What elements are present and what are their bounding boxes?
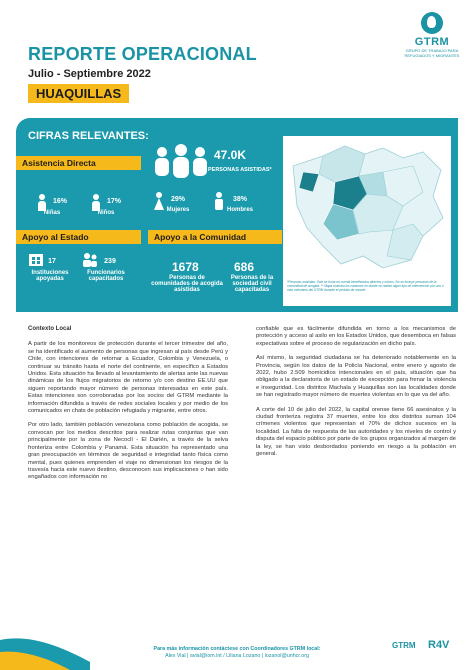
report-period: Julio - Septiembre 2022 (28, 68, 151, 80)
footer-gtrm-logo: GTRM (392, 641, 416, 650)
paragraph: Así mismo, la seguridad ciudadana se ha deteriorado notablemente en la Provincia, según los datos de la Policía Nacional, entre enero y agosto de 2022, hubo 2.509 homicidios intencionales en el país, situación que ha obligado a la declaratoria de un estado de excepción para frenar la violencia e inseguridad. Los distritos Machala y Huaquillas son las localidades donde se han registrado mayor número de muertes violentas en lo que va del año. (256, 355, 456, 399)
paragraph: confiable que es fácilmente difundida en torno a los mecanismos de protección y acceso al asilo en los Estados Unidos, que desemboca en falsas expectativas sobre el proceso de regularización en dicho país. (256, 326, 456, 347)
mujeres-label: Mujeres (166, 207, 190, 213)
intervention-map (283, 136, 451, 306)
section-title: Contexto Local (28, 326, 72, 332)
instituciones-stat: 17 (48, 258, 56, 265)
mujeres-stat: 29% (170, 196, 185, 203)
paragraph: A partir de los monitoreos de protección durante el tercer trimestre del año, se ha identificado el aumento de personas que ingresan al país desde Perú y Chile, con intenciones de retornar a Ecuador, Colombia y Venezuela, o continuar su tránsito hasta el norte del continente, en específico a Estados Unidos. Esta situación ha llevado al levantamiento de alertas ante las nuevas dinámicas de los flujos migratorios de retorno y/o con destino EE.UU que siguen reportando mayor número de personas interesadas en este país. Estas intenciones son corroboradas por los socios del GTRM mediante la información difundida a través de redes sociales locales y por medio de los comunicados en chats de población refugiada y migrante, entre otros. (28, 341, 228, 415)
paragraph: A corte del 10 de julio del 2022, la capital orense tiene 66 asesinatos y la ciudad fronteriza registra 37 muertes, entre los dos distritos suman 104 crímenes violentos que representan el 70% de dichos sucesos en la localidad. La falta de respuesta de las autoridades y los niveles de control y disputa del espacio público por parte de los grupos organizados al margen de la ley, se han visto desbordados poniendo en riesgo a la población en general. (256, 406, 456, 458)
sociedad-civil-label: Personas de la sociedad civil capacitadas (230, 275, 274, 293)
logo-subtitle: GRUPO DE TRABAJO PARA REFUGIADOS Y MIGRANTES (404, 48, 460, 58)
officials-icon (82, 252, 98, 268)
total-asistidos: 47.0K (214, 148, 247, 162)
people-group-icon (152, 144, 210, 180)
footer-r4v-logo: R4V (428, 639, 450, 651)
instituciones-label: Instituciones apoyadas (31, 270, 69, 282)
boy-icon (92, 194, 100, 211)
logo-name: GTRM (414, 36, 450, 48)
comunidad-personas-label: Personas de comunidades de acogida asistidas (151, 275, 223, 293)
cifras-title: CIFRAS RELEVANTES: (28, 130, 149, 142)
gtrm-mark-icon (421, 12, 443, 34)
ninos-stat: 17% (106, 198, 121, 205)
funcionarios-stat: 239 (104, 258, 116, 265)
ninas-label: Niñas (43, 210, 61, 216)
girl-icon (38, 194, 46, 211)
apoyo-comunidad-header: Apoyo a la Comunidad (148, 230, 282, 244)
hombres-stat: 38% (232, 196, 247, 203)
apoyo-estado-header: Apoyo al Estado (16, 230, 141, 244)
paragraph: Por otro lado, también población venezolana como población de acogida, se convocan por los medios descritos para realizar rutas conjuntas que van principalmente por la zona de Necoclí - El Darién, a través de la selva fronteriza entre Colombia y Panamá. Esta situación ha representado una gran preocupación en términos de seguridad e integridad tanto física como mental, pues quienes emprenden el viaje no dimensionan los riesgos de la travesía hacia este nuevo destino, desconocen sus implicaciones o han sido engañados con información no (28, 422, 228, 481)
column-right (256, 326, 456, 466)
map-footnote: *Personas asistidas: Solo se toma en cuenta beneficiarios directos y únicos. No se incluye personas de la comunidad de acogida. ** Mapa muestra los cantones en donde se realizó algún tipo de intervención por uno o más miembros del GTRM durante el periodo de reporte. (287, 280, 444, 292)
gtrm-logo (404, 12, 460, 62)
comunidad-personas: 1678 (172, 260, 199, 274)
cifras-panel (16, 118, 458, 312)
footer-line-2: Alex Vial | avial@iom.int / Liliana Lozano | lozanol@unhcr.org (165, 653, 309, 659)
report-title: REPORTE OPERACIONAL (28, 44, 257, 64)
ninas-stat: 16% (52, 198, 67, 205)
total-asistidos-label: PERSONAS ASISTIDAS* (208, 167, 272, 173)
sociedad-civil: 686 (234, 260, 255, 274)
hombres-label: Hombres (226, 207, 253, 213)
location-label: HUAQUILLAS (28, 84, 129, 103)
province-map (283, 136, 451, 276)
column-left (28, 326, 228, 489)
institution-icon (28, 252, 44, 268)
footer-line-1: Para más información contáctese con Coordinadores GTRM local: (153, 646, 321, 652)
asistencia-directa-header: Asistencia Directa (16, 156, 141, 170)
funcionarios-label: Funcionarios capacitados (87, 270, 125, 282)
ninos-label: Niños (97, 210, 115, 216)
